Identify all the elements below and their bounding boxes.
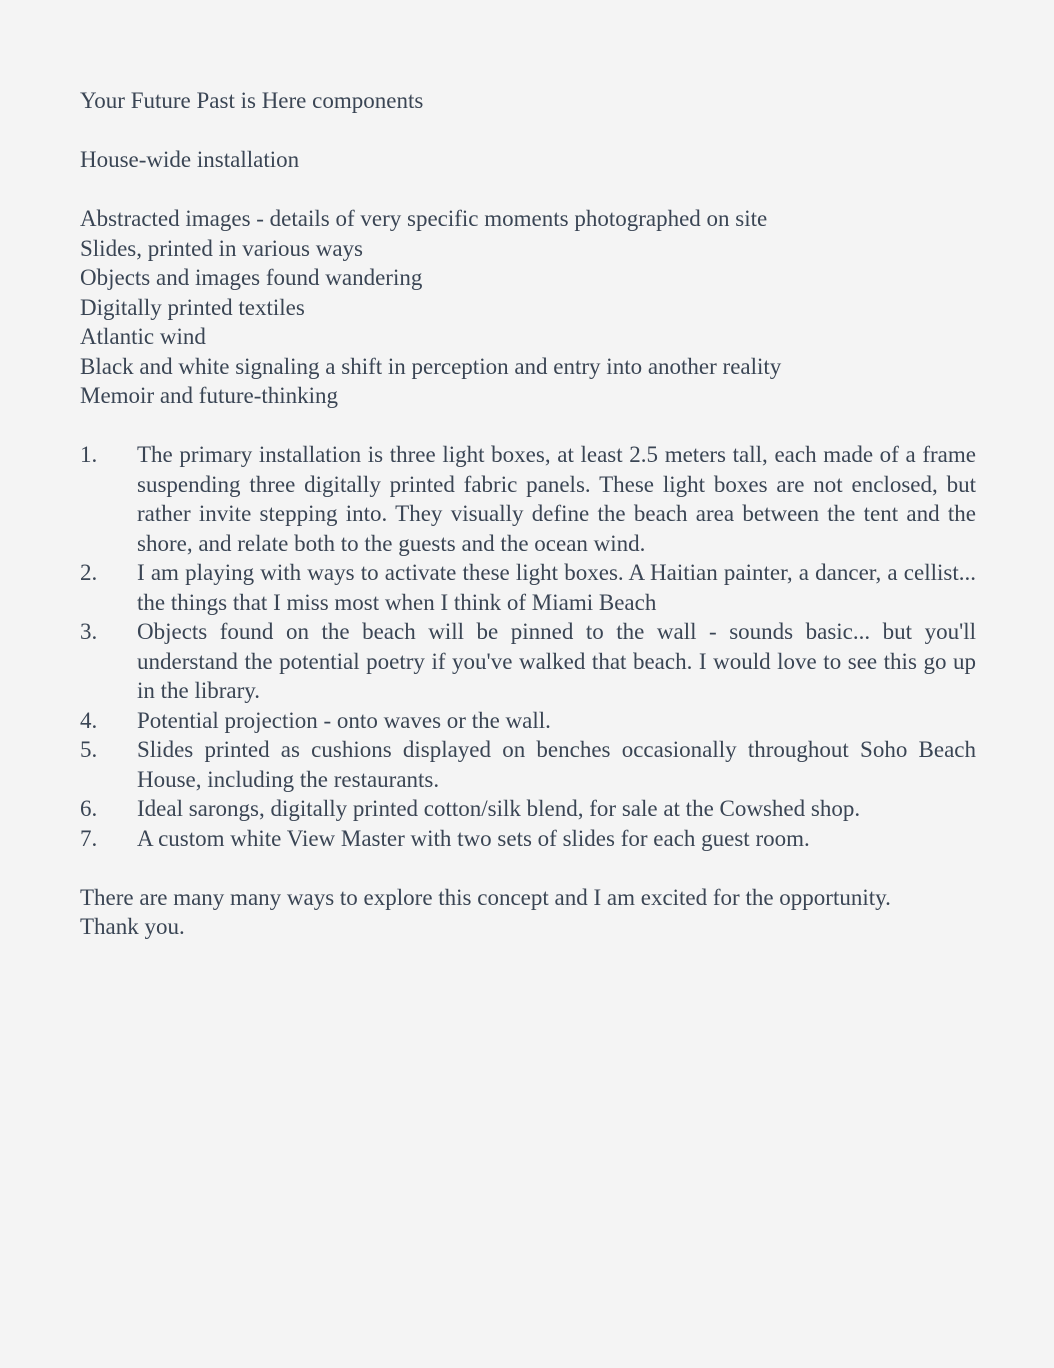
- component-line: Memoir and future-thinking: [80, 383, 339, 408]
- document-subtitle: House-wide installation: [80, 147, 300, 172]
- list-item-text: Ideal sarongs, digitally printed cotton/silk blend, for sale at the Cowshed shop.: [137, 796, 861, 821]
- spacer: [80, 175, 976, 205]
- list-item-text: The primary installation is three light boxes, at least 2.5 meters tall, each made of a frame suspending three digitally printed fabric panels. These light boxes are not enclosed, but rather invite stepping into. They visually define the beach area between the tent and the shore, and relate both to the guests and the ocean wind.: [137, 442, 976, 556]
- list-item: [80, 794, 976, 824]
- list-item: [80, 735, 976, 794]
- list-item: [80, 558, 976, 617]
- list-item-text: Slides printed as cushions displayed on benches occasionally throughout Soho Beach House, including the restaurants.: [137, 737, 976, 792]
- list-item-number: 5.: [80, 737, 98, 762]
- component-line: Black and white signaling a shift in perception and entry into another reality: [80, 353, 782, 379]
- list-item: [80, 824, 976, 854]
- numbered-list: [80, 440, 976, 853]
- component-line: Objects and images found wandering: [80, 265, 423, 290]
- closing-paragraph: There are many many ways to explore this concept and I am excited for the opportunity.: [80, 884, 891, 910]
- components-list: [80, 204, 976, 411]
- list-item-number: 4.: [80, 707, 98, 733]
- component-line: Atlantic wind: [80, 324, 206, 349]
- spacer: [80, 853, 976, 883]
- list-item-text: Objects found on the beach will be pinned to the wall - sounds basic... but you'll understand the potential poetry if you've walked that beach. I would love to see this go up in the library.: [137, 619, 976, 703]
- list-item-number: 7.: [80, 825, 98, 851]
- list-item-number: 3.: [80, 619, 98, 644]
- document-title: Your Future Past is Here components: [80, 88, 424, 113]
- list-item: [80, 440, 976, 558]
- list-item-number: 1.: [80, 442, 98, 467]
- list-item-text: A custom white View Master with two sets of slides for each guest room.: [137, 825, 810, 851]
- list-item-text: Potential projection - onto waves or the wall.: [137, 707, 551, 733]
- component-line: Digitally printed textiles: [80, 294, 305, 320]
- spacer: [80, 411, 976, 441]
- component-line: Slides, printed in various ways: [80, 235, 363, 261]
- spacer: [80, 116, 976, 146]
- signoff: Thank you.: [80, 914, 185, 939]
- list-item: [80, 706, 976, 736]
- list-item-number: 2.: [80, 560, 98, 585]
- list-item-number: 6.: [80, 796, 98, 821]
- document-page: [80, 86, 976, 942]
- component-line: Abstracted images - details of very specific moments photographed on site: [80, 206, 768, 231]
- list-item: [80, 617, 976, 706]
- list-item-text: I am playing with ways to activate these light boxes. A Haitian painter, a dancer, a cellist... the things that I miss most when I think of Miami Beach: [137, 560, 976, 615]
